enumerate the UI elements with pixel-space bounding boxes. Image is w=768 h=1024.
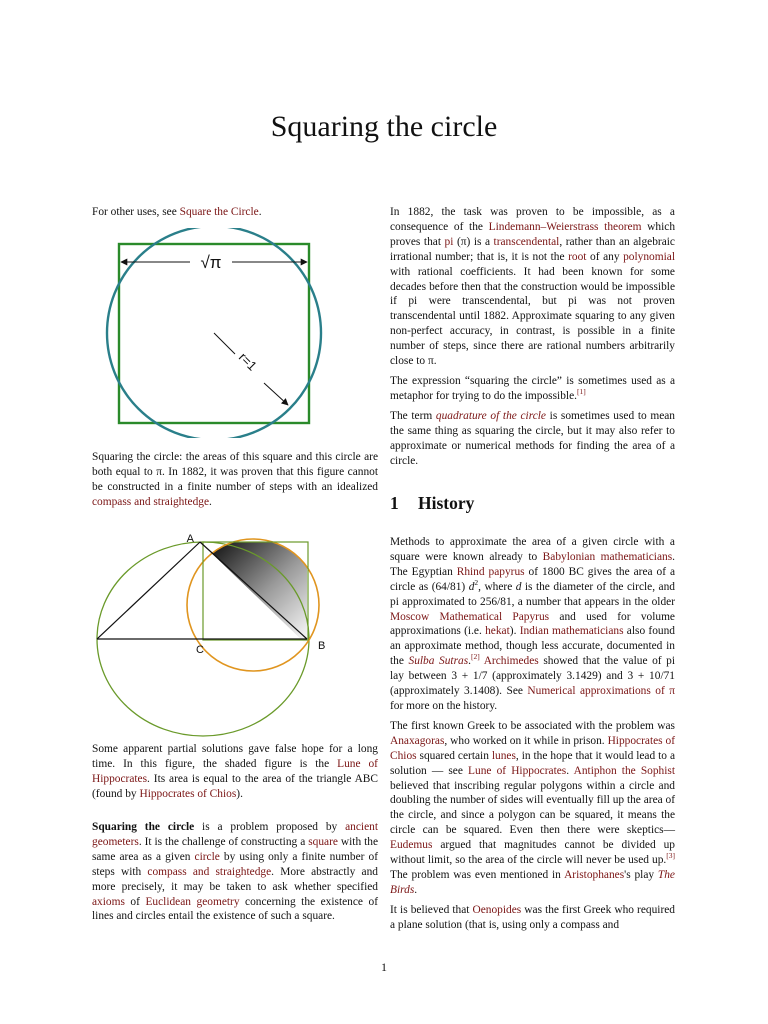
link-numerical-approximations[interactable]: Numerical approximations of π [527, 685, 675, 698]
paragraph-metaphor: The expression “squaring the circle” is sometimes used as a metaphor for trying to do the impossible.[1] [390, 374, 675, 402]
caption-link-lune[interactable]: Lune of Hippocrates [92, 757, 378, 785]
link-indian-mathematicians[interactable]: Indian mathematicians [519, 625, 624, 638]
link-root[interactable]: root [568, 250, 587, 263]
ref-1[interactable]: [1] [576, 387, 586, 397]
link-polynomial[interactable]: polynomial [623, 250, 675, 263]
label-c: C [196, 644, 204, 656]
history-section [390, 535, 675, 933]
caption-link-compass[interactable]: compass and straightedge [92, 495, 210, 508]
paragraph-history-2: The first known Greek to be associated with the problem was Anaxagoras, who worked on it while in prison. Hippocrates of Chios squared certain lunes, in the hope that it would lead to a solution — see Lune of Hippocrates. Antiphon the Sophist believed that inscribing regular polygons within a circle and doubling the number of sides will eventually fill up the area of the circle, and since a polygon can be squared, it means the circle can be squared. Even then there were skeptics—Eudemus argued that magnitudes cannot be divided up without limit, so the area of the circle will never be used up.[3] The problem was even mentioned in Aristophanes's play The Birds. [390, 719, 676, 896]
link-eudemus[interactable]: Eudemus [390, 839, 433, 852]
intro-paragraph: Squaring the circle is a problem proposed by ancient geometers. It is the challenge of constructing a square with the same area as a given circle by using only a finite number of steps with compass and straightedge. More abstractly and more precisely, it may be taken to ask whether specified axioms of Euclidean geometry concerning the existence of lines and circles entail the existence of such a square. [92, 821, 378, 923]
link-moscow-papyrus[interactable]: Moscow Mathematical Papyrus [390, 610, 550, 623]
figure1-caption: Squaring the circle: the areas of this square and this circle are both equal to π. In 1882, it was proven that this figure cannot be constructed in a finite number of steps with an idealized compass and straightedge. [92, 451, 378, 508]
link-axioms[interactable]: axioms [92, 895, 125, 908]
link-sulba-sutras[interactable]: Sulba Sutras [408, 655, 469, 668]
page-title: Squaring the circle [270, 110, 498, 143]
figure2-caption: Some apparent partial solutions gave false hope for a long time. In this figure, the shaded figure is the Lune of Hippocrates. Its area is equal to the area of the triangle ABC (found by Hippocrates of Chios). [92, 743, 378, 800]
radius-line-a [214, 333, 235, 354]
paragraph-quadrature: The term quadrature of the circle is sometimes used to mean the same thing as squaring the circle, but it may also refer to approximate or numerical methods for finding the area of a circle. [390, 409, 676, 467]
link-transcendental[interactable]: transcendental [493, 235, 560, 248]
ref-3[interactable]: [3] [666, 851, 675, 861]
link-oenopides[interactable]: Oenopides [472, 903, 522, 916]
lune-shaded [200, 542, 307, 645]
link-circle[interactable]: circle [194, 850, 220, 863]
link-ancient-geometers[interactable]: ancient geometers [92, 821, 378, 848]
link-compass-straightedge[interactable]: compass and straightedge [147, 865, 272, 878]
right-column-intro [390, 205, 675, 468]
section-heading-history: 1 History [390, 493, 475, 513]
link-archimedes[interactable]: Archimedes [483, 655, 539, 668]
link-babylonian[interactable]: Babylonian mathematicians [542, 550, 673, 563]
link-euclidean-geometry[interactable]: Euclidean geometry [145, 895, 240, 908]
figure-squaring-circle [92, 228, 332, 438]
hatnote: For other uses, see Square the Circle. [92, 206, 262, 218]
label-a: A [186, 533, 194, 545]
hatnote-link[interactable]: Square the Circle [179, 206, 259, 218]
link-hekat[interactable]: hekat [485, 625, 510, 638]
link-the-birds[interactable]: The Birds [390, 868, 675, 896]
page-number: 1 [381, 960, 387, 974]
link-hippocrates-of-chios[interactable]: Hippocrates of Chios [390, 734, 675, 762]
figure-lune-of-hippocrates [92, 530, 382, 740]
link-aristophanes[interactable]: Aristophanes [564, 868, 625, 881]
link-anaxagoras[interactable]: Anaxagoras [390, 734, 445, 747]
radius-line-b [264, 383, 288, 405]
link-lune-of-hippocrates[interactable]: Lune of Hippocrates [468, 764, 567, 777]
paragraph-history-1: Methods to approximate the area of a given circle with a square were known already to Babylonian mathematicians. The Egyptian Rhind papyrus of 1800 BC gives the area of a circle as (64/81) $d^2$, where d is the diameter of the circle, and pi approximated to 256/81, a number that appears in the older Moscow Mathematical Papyrus and used for volume approximations (i.e. hekat). Indian mathematicians also found an approximate method, though less accurate, documented in the Sulba Sutras.[2] Archimedes showed that the value of pi lay between 3 + 1/7 (approximately 3.1429) and 3 + 10/71 (approximately 3.1408). See Numerical approximations of π for more on the history. [390, 536, 676, 712]
paragraph-proof: In 1882, the task was proven to be impossible, as a consequence of the Lindemann–Weierstrass theorem which proves that pi (π) is a transcendental, rather than an algebraic irrational number; that is, it is not the root of any polynomial with rational coefficients. It had been known for some decades before then that the construction would be impossible if pi were transcendental, but pi was not proven transcendental until 1882. Approximate squaring to any given non-perfect accuracy, in contrast, is possible in a finite number of steps, since there are rational numbers arbitrarily close to π. [390, 206, 676, 368]
link-pi[interactable]: pi [444, 235, 454, 248]
link-antiphon[interactable]: Antiphon the Sophist [573, 764, 676, 777]
radius-label: r=1 [235, 349, 261, 374]
sqrt-pi-label: √π [200, 253, 222, 272]
link-quadrature[interactable]: quadrature of the circle [435, 409, 546, 422]
link-rhind[interactable]: Rhind papyrus [456, 565, 525, 578]
paragraph-history-3: It is believed that Oenopides was the first Greek who required a plane solution (that is, using only a compass and [390, 903, 675, 931]
link-lunes[interactable]: lunes [491, 749, 516, 762]
link-lindemann[interactable]: Lindemann–Weierstrass theorem [488, 220, 642, 233]
caption-link-hippocrates[interactable]: Hippocrates of Chios [139, 787, 237, 800]
label-b: B [318, 640, 326, 652]
link-square[interactable]: square [308, 835, 338, 848]
ref-2[interactable]: [2] [471, 652, 480, 662]
